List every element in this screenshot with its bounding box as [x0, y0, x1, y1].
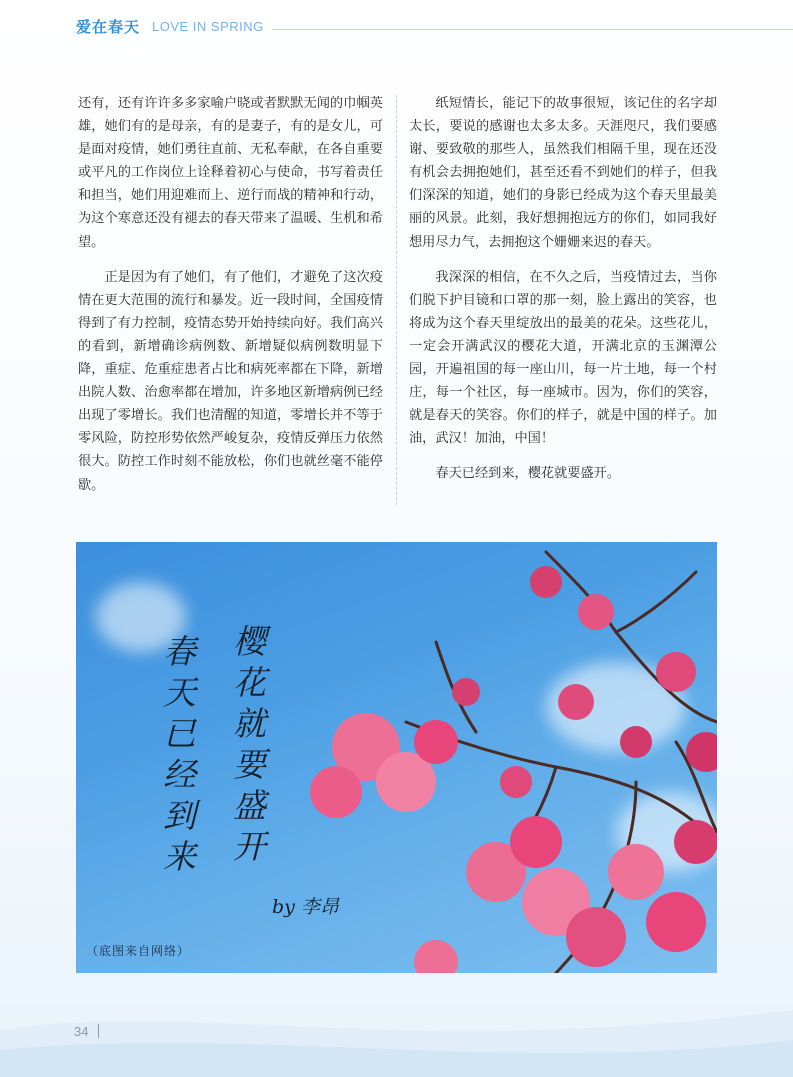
page-number: 34 [74, 1024, 89, 1039]
footer-wave-decoration [0, 990, 793, 1077]
left-paragraph-1: 还有，还有许许多多家喻户晓或者默默无闻的巾帼英雄，她们有的是母亲，有的是妻子，有的是女儿，可是面对疫情，她们勇往直前、无私奉献，在各自重要或平凡的工作岗位上诠释着初心与使命，书写着责任和担当，她们用迎难而上、逆行而战的精神和行动，为这个寒意还没有褪去的春天带来了温暖、生机和希望。 [78, 96, 383, 250]
section-subtitle: LOVE IN SPRING [152, 19, 264, 34]
right-paragraph-1: 纸短情长，能记下的故事很短，该记住的名字却太长，要说的感谢也太多太多。天涯咫尺，我们要感谢、要致敬的那些人，虽然我们相隔千里，现在还没有机会去拥抱她们，甚至还看不到她们的样子，但我们深深的知道，她们的身影已经成为这个春天里最美丽的风景。此刻，我好想拥抱远方的你们，如同我好想用尽力气，去拥抱这个姗姗来迟的春天。 [409, 96, 717, 250]
right-paragraph-2: 我深深的相信，在不久之后，当疫情过去，当你们脱下护目镜和口罩的那一刻，脸上露出的笑容，也将成为这个春天里绽放出的最美的花朵。这些花儿，一定会开满武汉的樱花大道，开满北京的玉渊潭公园，开遍祖国的每一座山川，每一片土地，每一个村庄，每一个社区，每一座城市。因为，你们的笑容，就是春天的笑容。你们的样子，就是中国的样子。加油，武汉！加油，中国！ [409, 269, 717, 447]
page-number-bar [98, 1024, 99, 1038]
cherry-blossom-photo [76, 542, 717, 973]
column-divider [396, 95, 397, 505]
right-paragraph-3: 春天已经到来，樱花就要盛开。 [435, 466, 621, 482]
left-column [78, 92, 383, 509]
image-caption: （底图来自网络） [86, 944, 191, 958]
calligraphy-line-2: 樱花就要盛开 [228, 624, 267, 870]
calligraphy-line-1: 春天已经到来 [158, 634, 197, 880]
page-header [0, 0, 793, 55]
left-paragraph-2: 正是因为有了她们，有了他们，才避免了这次疫情在更大范围的流行和暴发。近一段时间，全国疫情得到了有力控制，疫情态势开始持续向好。我们高兴的看到，新增确诊病例数、新增疑似病例数明显下降，重症、危重症患者占比和病死率都在下降，新增出院人数、治愈率都在增加，许多地区新增病例已经出现了零增长。我们也清醒的知道，零增长并不等于零风险，防控形势依然严峻复杂，疫情反弹压力依然很大。防控工作时刻不能放松，你们也就丝毫不能停歇。 [78, 269, 383, 493]
header-rule [272, 29, 793, 30]
right-column [409, 92, 717, 498]
calligraphy-signature: by 李昂 [272, 896, 339, 918]
section-title: 爱在春天 [76, 18, 141, 36]
